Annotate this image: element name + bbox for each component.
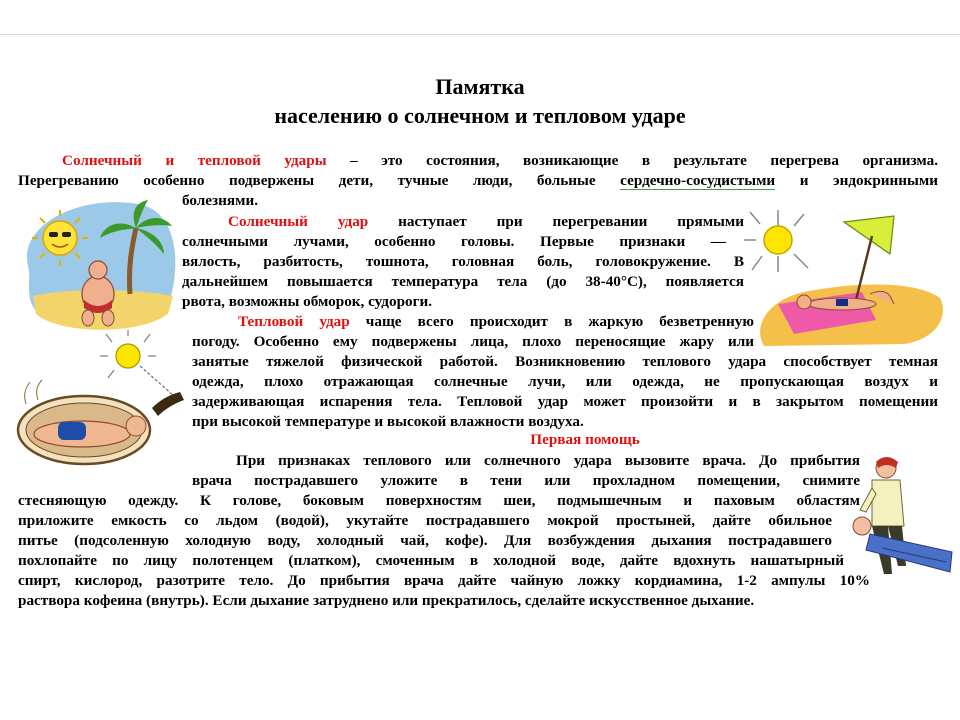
first-aid-line-5: питье (подсоленную холодную воду, холодный чай, кофе). Для возбуждения дыхания пострадавшего [18, 532, 832, 549]
sunstroke-line-2: солнечными лучами, особенно головы. Первые признаки — [182, 233, 726, 250]
intro-term: Солнечный и тепловой удары [62, 152, 327, 169]
first-aid-line-3: стесняющую одежду. К голове, боковым поверхностям шеи, подмышечным и паховым областям [18, 492, 860, 509]
first-aid-line-4: приложите емкость со льдом (водой), укутайте пострадавшего мокрой простыней, дайте обильное [18, 512, 832, 529]
page-title: Памятка [435, 74, 525, 99]
first-aid-line-1: При признаках теплового или солнечного удара вызовите врача. До прибытия [236, 452, 860, 469]
heatstroke-line-6: при высокой температуре и высокой влажности воздуха. [192, 413, 584, 430]
page-subtitle: населению о солнечном и тепловом ударе [274, 103, 686, 128]
heatstroke-line-1: Тепловой удар чаще всего происходит в жаркую безветренную [238, 313, 754, 330]
intro-line-3: болезнями. [182, 192, 259, 209]
intro-line-2: Перегреванию особенно подвержены дети, тучные люди, больные сердечно-сосудистыми и эндокринными [18, 172, 939, 189]
sunstroke-line-5: рвота, возможны обморок, судороги. [182, 293, 433, 310]
first-aid-helper-icon [842, 454, 960, 580]
underlined-term: сердечно-сосудистыми [620, 172, 776, 189]
first-aid-line-7: спирт, кислород, разотрите тело. До прибытия врача дайте чайную ложку кордиамина, 1-2 ампулы 10% [18, 572, 870, 589]
top-divider [0, 34, 960, 35]
beach-sunbather-icon [18, 196, 178, 331]
first-aid-line-8: раствора кофеина (внутрь). Если дыхание затруднено или прекратилось, сделайте искусственное дыхание. [18, 592, 755, 609]
first-aid-line-6: похлопайте по лицу полотенцем (платком), смоченным в холодной воде, дайте вдохнуть нашатырный [18, 552, 844, 569]
overheated-man-icon [12, 330, 190, 470]
first-aid-heading: Первая помощь [530, 431, 640, 448]
heatstroke-line-4: одежда, плохо отражающая солнечные лучи, или одежда, не пропускающая воздух и [192, 373, 938, 390]
heatstroke-line-5: задерживающая испарения тела. Тепловой удар может произойти и в закрытом помещении [192, 393, 938, 410]
heatstroke-line-2: погоду. Особенно ему подвержены лица, плохо переносящие жару или [192, 333, 754, 350]
heatstroke-term: Тепловой удар [238, 313, 350, 330]
sunstroke-line-1: Солнечный удар наступает при перегревании прямыми [228, 213, 744, 230]
intro-line-1: Солнечный и тепловой удары – это состояния, возникающие в результате перегрева организма. [62, 152, 938, 169]
sunbathing-woman-icon [744, 208, 944, 348]
heatstroke-line-3: занятые тяжелой физической работой. Возникновению теплового удара способствует темная [192, 353, 938, 370]
sunstroke-line-4: дальнейшем повышается температура тела (до 38-40°С), появляется [182, 273, 744, 290]
sunstroke-term: Солнечный удар [228, 213, 369, 230]
sunstroke-line-3: вялость, разбитость, тошнота, головная боль, головокружение. В [182, 253, 744, 270]
first-aid-line-2: врача пострадавшего уложите в тени или прохладном помещении, снимите [192, 472, 860, 489]
